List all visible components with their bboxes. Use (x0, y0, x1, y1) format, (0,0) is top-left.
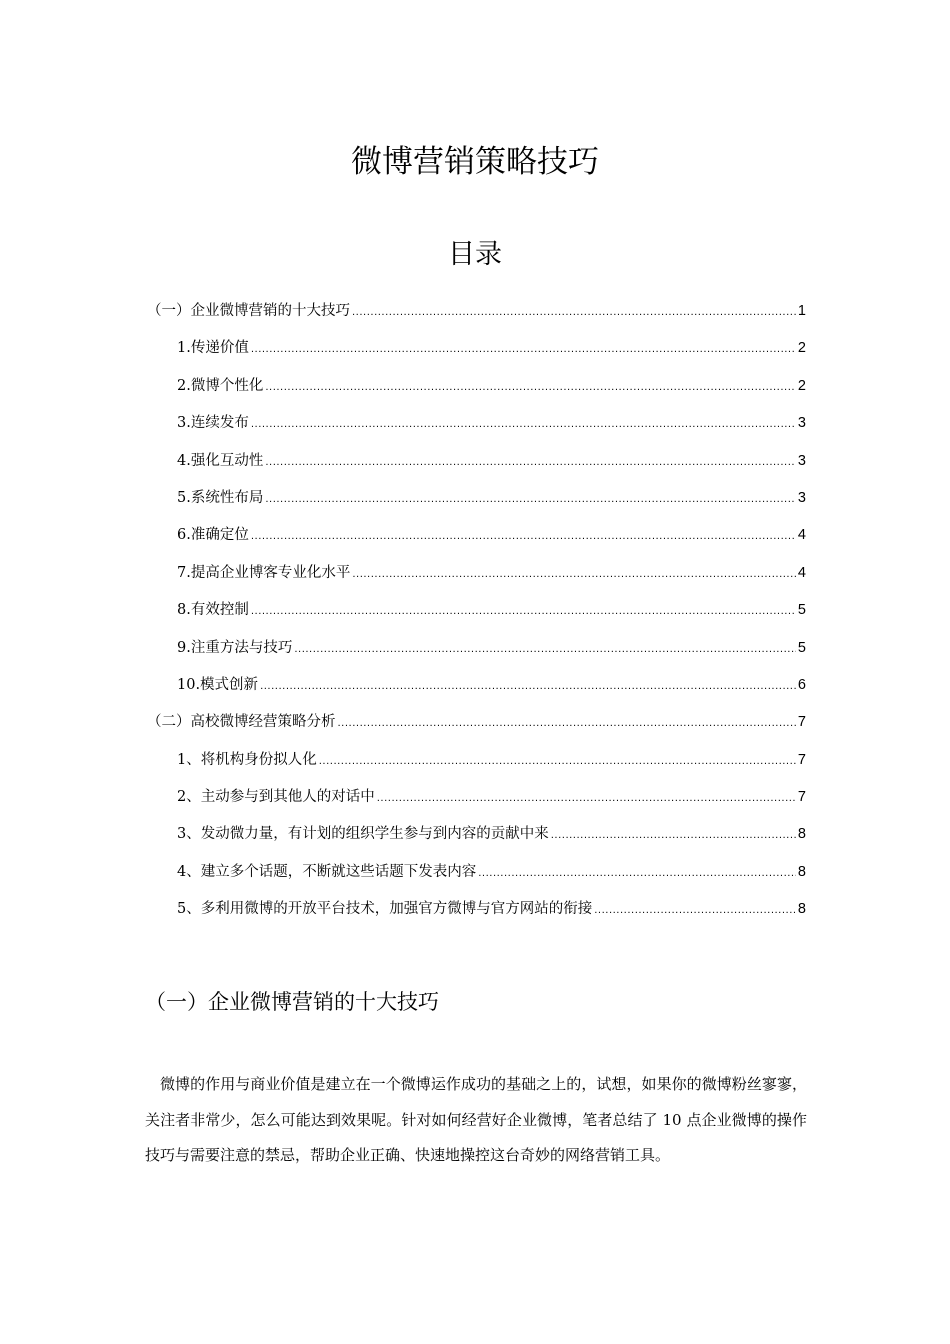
toc-dot-leader (319, 749, 796, 775)
toc-dot-leader (265, 487, 796, 513)
toc-dot-leader (260, 674, 796, 700)
toc-dot-leader (251, 524, 796, 550)
toc-entry[interactable] (147, 672, 806, 709)
toc-entry-page-number: 7 (797, 751, 806, 768)
section-heading: （一）企业微博营销的十大技巧 (145, 990, 439, 1014)
toc-entry-page-number: 4 (797, 527, 806, 544)
toc-entry-label: 7.提高企业博客专业化水平 (177, 564, 351, 581)
toc-entry-label: 2、主动参与到其他人的对话中 (177, 789, 375, 806)
toc-entry-label: （二）高校微博经营策略分析 (147, 714, 336, 731)
toc-dot-leader (551, 823, 796, 849)
toc-dot-leader (352, 300, 796, 326)
toc-entry-label: 3、发动微力量，有计划的组织学生参与到内容的贡献中来 (177, 826, 549, 843)
toc-dot-leader (377, 786, 796, 812)
toc-entry-page-number: 2 (797, 340, 806, 357)
toc-entry-label: 9.注重方法与技巧 (177, 639, 293, 656)
toc-entry[interactable] (147, 859, 806, 896)
toc-entry-page-number: 5 (797, 639, 806, 656)
toc-entry[interactable] (147, 709, 806, 746)
toc-entry[interactable] (147, 410, 806, 447)
toc-entry[interactable] (147, 522, 806, 559)
toc-entry[interactable] (147, 597, 806, 634)
toc-dot-leader (251, 337, 796, 363)
toc-entry-label: 1.传递价值 (177, 340, 249, 357)
toc-entry-label: 8.有效控制 (177, 602, 249, 619)
toc-entry-page-number: 3 (797, 415, 806, 432)
toc-dot-leader (251, 599, 796, 625)
toc-dot-leader (338, 711, 796, 737)
toc-entry[interactable] (147, 485, 806, 522)
toc-entry[interactable] (147, 448, 806, 485)
toc-entry-page-number: 2 (797, 377, 806, 394)
toc-entry-label: 5.系统性布局 (177, 489, 264, 506)
toc-entry-page-number: 8 (797, 901, 806, 918)
toc-entry-page-number: 7 (797, 714, 806, 731)
toc-entry-page-number: 6 (797, 676, 806, 693)
toc-dot-leader (594, 898, 796, 924)
toc-entry-page-number: 8 (797, 826, 806, 843)
toc-dot-leader (265, 450, 796, 476)
toc-entry-label: 6.准确定位 (177, 527, 249, 544)
toc-dot-leader (251, 412, 796, 438)
toc-entry[interactable] (147, 335, 806, 372)
toc-entry-page-number: 3 (797, 452, 806, 469)
toc-entry-label: 3.连续发布 (177, 415, 249, 432)
toc-entry[interactable] (147, 373, 806, 410)
toc-entry-page-number: 8 (797, 863, 806, 880)
toc-entry[interactable] (147, 821, 806, 858)
toc-entry-page-number: 4 (797, 564, 806, 581)
toc-entry-label: 2.微博个性化 (177, 377, 264, 394)
toc-heading: 目录 (448, 239, 502, 270)
toc-entry-label: 5、多利用微博的开放平台技术，加强官方微博与官方网站的衔接 (177, 901, 593, 918)
toc-entry-label: 4.强化互动性 (177, 452, 264, 469)
body-paragraph: 微博的作用与商业价值是建立在一个微博运作成功的基础之上的，试想，如果你的微博粉丝寥寥，关注者非常少，怎么可能达到效果呢。针对如何经营好企业微博，笔者总结了 10 点企业微博的操作技巧与需要注意的禁忌，帮助企业正确、快速地操控这台奇妙的网络营销工具。 (145, 1075, 807, 1164)
toc-entry-page-number: 1 (797, 303, 806, 319)
toc-entry-label: （一）企业微博营销的十大技巧 (147, 303, 350, 319)
toc-entry[interactable] (147, 896, 806, 933)
toc-entry[interactable] (147, 298, 806, 335)
toc-entry-label: 4、建立多个话题，不断就这些话题下发表内容 (177, 863, 477, 880)
toc-entry-label: 1、将机构身份拟人化 (177, 751, 317, 768)
table-of-contents (147, 298, 806, 934)
toc-entry[interactable] (147, 747, 806, 784)
toc-dot-leader (352, 562, 796, 588)
toc-entry-page-number: 5 (797, 602, 806, 619)
toc-entry-page-number: 3 (797, 489, 806, 506)
toc-entry[interactable] (147, 784, 806, 821)
toc-entry-page-number: 7 (797, 789, 806, 806)
toc-entry[interactable] (147, 560, 806, 597)
toc-dot-leader (294, 637, 796, 663)
toc-entry-label: 10.模式创新 (177, 676, 259, 693)
document-title: 微博营销策略技巧 (351, 144, 599, 180)
toc-dot-leader (265, 375, 796, 401)
toc-dot-leader (478, 861, 796, 887)
toc-entry[interactable] (147, 635, 806, 672)
